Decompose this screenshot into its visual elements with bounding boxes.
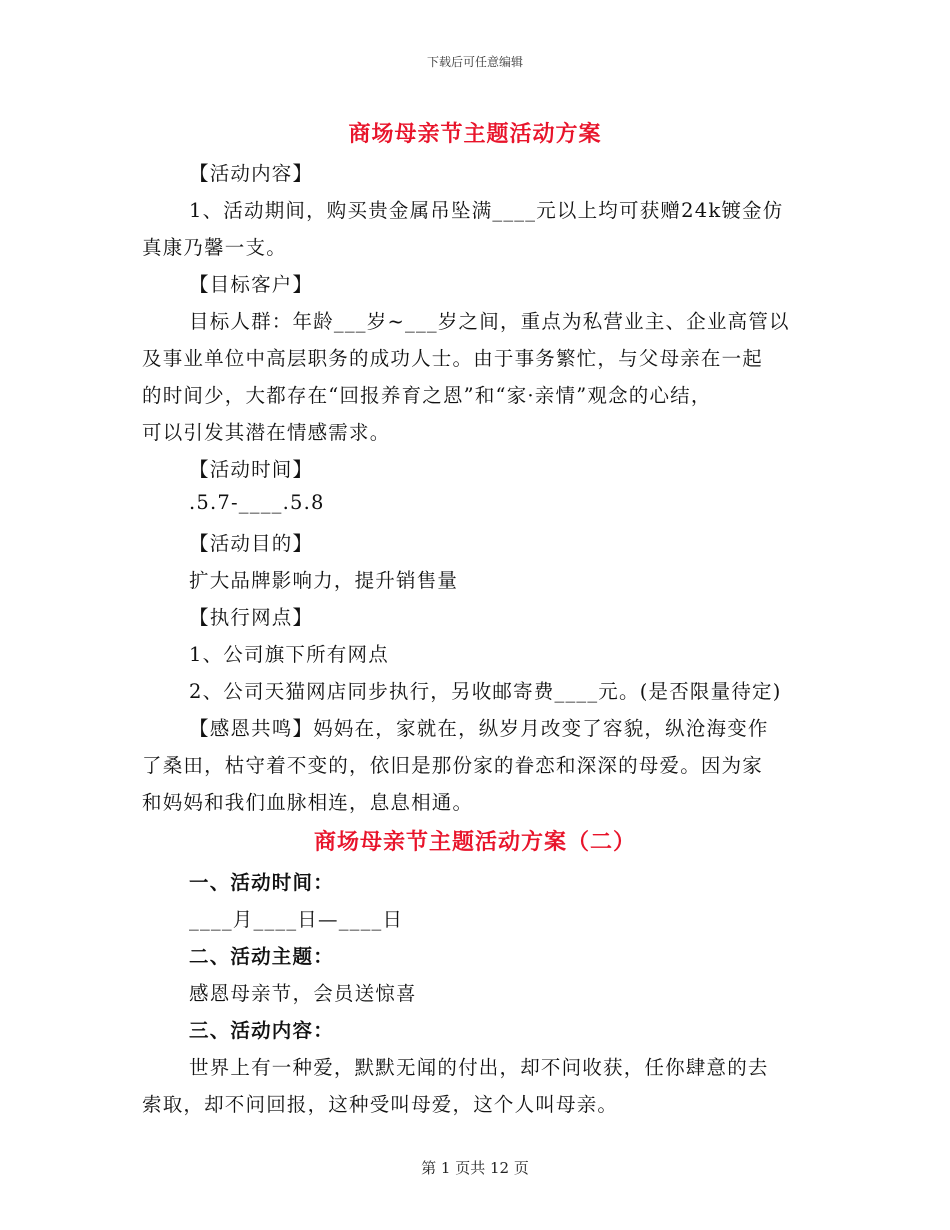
heading-target-customer: 【目标客户】 bbox=[189, 273, 314, 296]
section2-title: 商场母亲节主题活动方案（二） bbox=[313, 829, 636, 855]
paragraph-line: 和妈妈和我们血脉相连，息息相通。 bbox=[142, 791, 474, 814]
paragraph-line: 的时间少，大都存在“回报养育之恩”和“家·亲情”观念的心结， bbox=[142, 384, 712, 407]
heading-activity-content: 【活动内容】 bbox=[189, 162, 314, 185]
heading-content: 三、活动内容： bbox=[189, 1019, 334, 1042]
paragraph-line: ____月____日—____日 bbox=[189, 908, 404, 931]
heading-activity-time: 【活动时间】 bbox=[189, 458, 314, 481]
page-footer: 第 1 页共 12 页 bbox=[421, 1159, 529, 1177]
paragraph-line: 真康乃馨一支。 bbox=[142, 236, 287, 259]
heading-activity-goal: 【活动目的】 bbox=[189, 532, 314, 555]
heading-theme: 二、活动主题： bbox=[189, 945, 334, 968]
paragraph-line: 【感恩共鸣】妈妈在，家就在，纵岁月改变了容貌，纵沧海变作 bbox=[189, 717, 769, 740]
paragraph-line: 可以引发其潜在情感需求。 bbox=[142, 421, 391, 444]
paragraph-line: 了桑田，枯守着不变的，依旧是那份家的眷恋和深深的母爱。因为家 bbox=[142, 754, 764, 777]
paragraph-line: .5.7-____.5.8 bbox=[189, 491, 325, 514]
paragraph-line: 扩大品牌影响力，提升销售量 bbox=[189, 569, 459, 592]
paragraph-line: 目标人群：年龄___岁~___岁之间，重点为私营业主、企业高管以 bbox=[189, 310, 790, 333]
paragraph-line: 世界上有一种爱，默默无闻的付出，却不问收获，任你肆意的去 bbox=[189, 1056, 769, 1079]
paragraph-line: 感恩母亲节，会员送惊喜 bbox=[189, 982, 417, 1005]
paragraph-line: 及事业单位中高层职务的成功人士。由于事务繁忙，与父母亲在一起 bbox=[142, 347, 764, 370]
paragraph-line: 索取，却不问回报，这种受叫母爱，这个人叫母亲。 bbox=[142, 1093, 619, 1116]
paragraph-line: 2、公司天猫网店同步执行，另收邮寄费____元。(是否限量待定) bbox=[189, 680, 782, 703]
page-header: 下载后可任意编辑 bbox=[426, 55, 523, 69]
heading-time: 一、活动时间： bbox=[189, 871, 334, 894]
paragraph-line: 1、活动期间，购买贵金属吊坠满____元以上均可获赠24k镀金仿 bbox=[189, 199, 784, 222]
heading-outlets: 【执行网点】 bbox=[189, 606, 314, 629]
document-title: 商场母亲节主题活动方案 bbox=[348, 121, 602, 147]
paragraph-line: 1、公司旗下所有网点 bbox=[189, 643, 389, 666]
